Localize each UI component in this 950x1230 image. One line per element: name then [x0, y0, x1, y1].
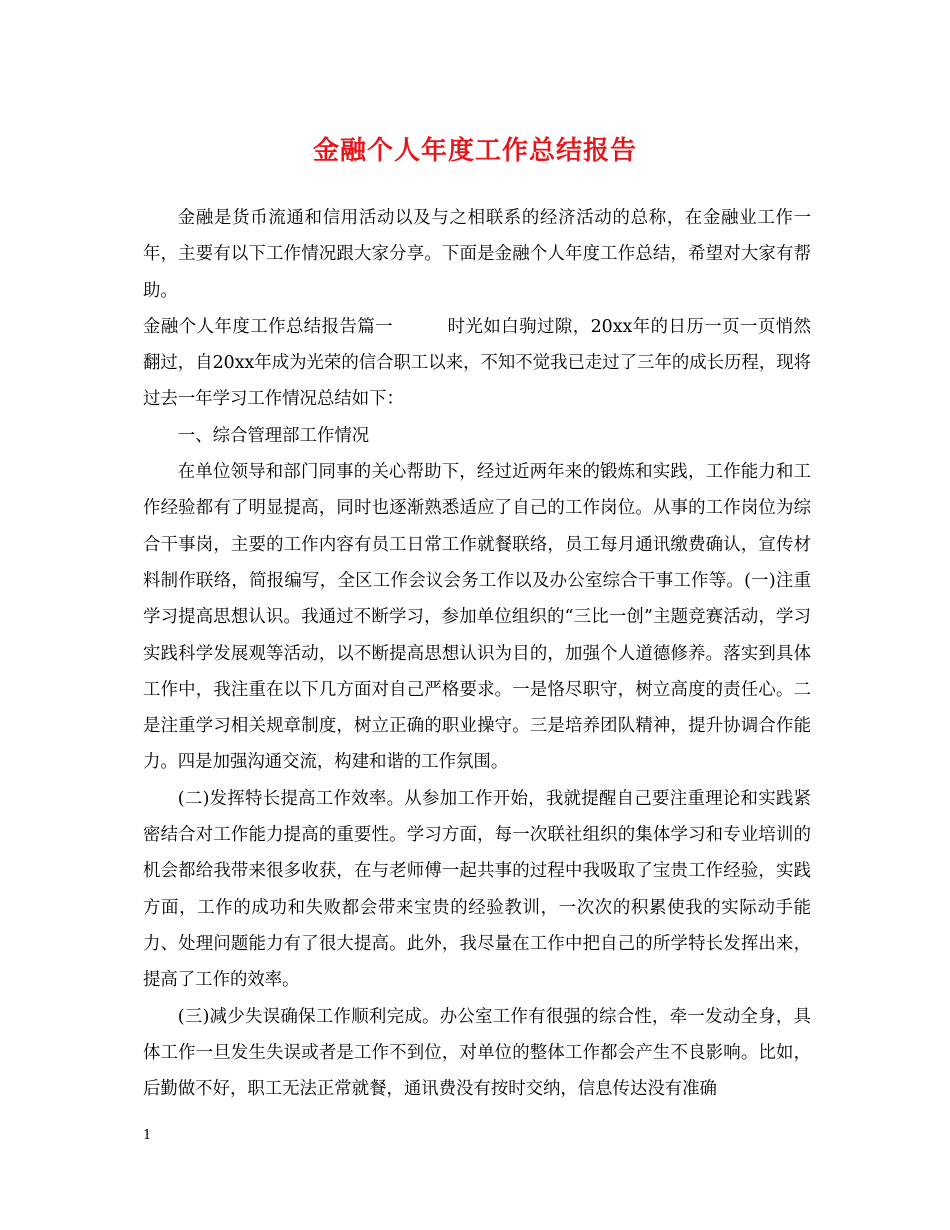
intro-paragraph: 金融是货币流通和信用活动以及与之相联系的经济活动的总称，在金融业工作一年，主要有以下工作情况跟大家分享。下面是金融个人年度工作总结，希望对大家有帮助。: [143, 208, 811, 301]
body-paragraph-1: 在单位领导和部门同事的关心帮助下，经过近两年来的锻炼和实践，工作能力和工作经验都有了明显提高，同时也逐渐熟悉适应了自己的工作岗位。从事的工作岗位为综合干事岗，主要的工作内容有员工日常工作就餐联络，员工每月通讯缴费确认，宣传材料制作联络，简报编写，全区工作会议会务工作以及办公室综合干事工作等。(一)注重学习提高思想认识。我通过不断学习，参加单位组织的“三比一创”主题竞赛活动，学习实践科学发展观等活动，以不断提高思想认识为目的，加强个人道德修养。落实到具体工作中，我注重在以下几方面对自己严格要求。一是恪尽职守，树立高度的责任心。二是注重学习相关规章制度，树立正确的职业操守。三是培养团队精神，提升协调合作能力。四是加强沟通交流，构建和谐的工作氛围。: [143, 462, 811, 773]
body-paragraph-3: (三)减少失误确保工作顺利完成。办公室工作有很强的综合性，牵一发动全身，具体工作一旦发生失误或者是工作不到位，对单位的整体工作都会产生不良影响。比如，后勤做不好，职工无法正常就餐，通讯费没有按时交纳，信息传达没有准确: [143, 1006, 811, 1100]
section-intro-text: 时光如白驹过隙，20xx年的日历一页一页悄然翻过，自20xx年成为光荣的信合职工以来，不知不觉我已走过了三年的成长历程，现将过去一年学习工作情况总结如下：: [143, 316, 811, 410]
section-intro-paragraph: [143, 309, 811, 418]
subsection-heading: 一、综合管理部工作情况: [177, 425, 370, 446]
body-paragraph-2: (二)发挥特长提高工作效率。从参加工作开始，我就提醒自己要注重理论和实践紧密结合对工作能力提高的重要性。学习方面，每一次联社组织的集体学习和专业培训的机会都给我带来很多收获，在与老师傅一起共事的过程中我吸取了宝贵工作经验，实践方面，工作的成功和失败都会带来宝贵的经验教训，一次次的积累使我的实际动手能力、处理问题能力有了很大提高。此外，我尽量在工作中把自己的所学特长发挥出来，提高了工作的效率。: [143, 788, 811, 991]
page-number: 1: [143, 1128, 152, 1143]
document-title: 金融个人年度工作总结报告: [312, 136, 637, 166]
document-body: [143, 200, 811, 1107]
section-heading: 金融个人年度工作总结报告篇一: [143, 316, 394, 337]
